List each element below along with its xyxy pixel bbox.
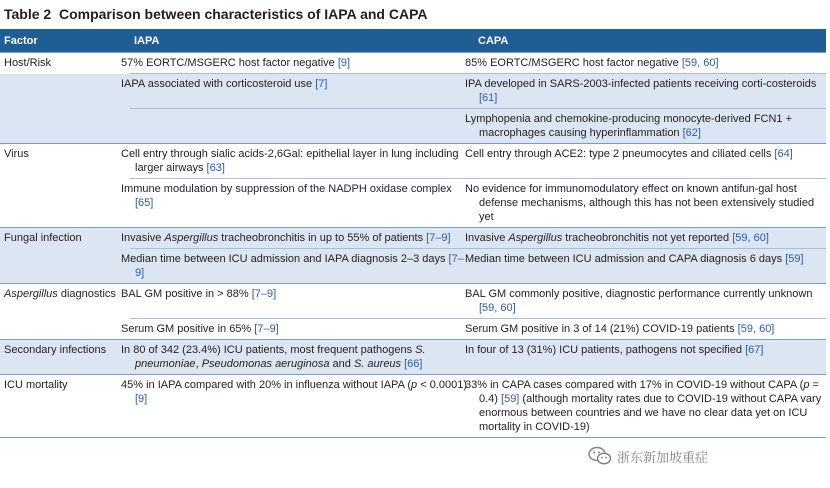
iapa-cell: Invasive Aspergillus tracheobronchitis in up to 55% of patients [7–9] [130,228,474,249]
table-row [0,340,826,375]
capa-cell: Invasive Aspergillus tracheobronchitis not yet reported [59, 60] [474,228,826,249]
reference-link[interactable]: [59] [785,253,804,265]
table-row [0,53,826,74]
factor-cell [0,109,130,144]
reference-link[interactable]: [63] [206,162,225,174]
watermark-text: 浙东新加坡重症 [617,449,709,465]
capa-cell: In four of 13 (31%) ICU patients, pathogens not specified [67] [474,340,826,375]
header-row [0,29,826,53]
reference-link[interactable]: [7] [315,78,328,90]
capa-cell: Cell entry through ACE2: type 2 pneumocytes and ciliated cells [64] [474,144,826,179]
factor-cell: Aspergillus diagnostics [0,284,130,319]
reference-link[interactable]: [66] [404,358,423,370]
table-row [0,109,826,144]
header-iapa: IAPA [130,29,474,53]
capa-cell: 85% EORTC/MSGERC host factor negative [59, 60] [474,53,826,74]
table-row [0,249,826,284]
factor-cell [0,249,130,284]
capa-cell: No evidence for immunomodulatory effect on known antifun-gal host defense mechanisms, although this has not been extensively studied yet [474,179,826,228]
capa-cell: Lymphopenia and chemokine-producing monocyte-derived FCN1 + macrophages causing hyperinflammation [62] [474,109,826,144]
reference-link[interactable]: [59] [501,393,520,405]
reference-link[interactable]: [7–9] [426,232,451,244]
capa-cell: IPA developed in SARS-2003-infected patients receiving corti-costeroids [61] [474,74,826,109]
capa-cell: BAL GM commonly positive, diagnostic performance currently unknown [59, 60] [474,284,826,319]
iapa-cell: Immune modulation by suppression of the NADPH oxidase complex [65] [130,179,474,228]
factor-cell: Fungal infection [0,228,130,249]
table-caption: Comparison between characteristics of IAPA and CAPA [58,6,428,22]
iapa-cell [130,109,474,144]
iapa-cell: Median time between ICU admission and IAPA diagnosis 2–3 days [7–9] [130,249,474,284]
table-row [0,179,826,228]
reference-link[interactable]: [67] [745,344,764,356]
reference-link[interactable]: [59, 60] [737,323,775,335]
capa-cell: Median time between ICU admission and CAPA diagnosis 6 days [59] [474,249,826,284]
reference-link[interactable]: [9] [337,57,351,69]
factor-cell: Host/Risk [0,53,130,74]
table-row [0,319,826,340]
table-label: Table 2 [4,6,52,22]
table-row [0,284,826,319]
comparison-table [0,29,826,438]
iapa-cell: BAL GM positive in > 88% [7–9] [130,284,474,319]
reference-link[interactable]: [65] [135,197,154,209]
reference-link[interactable]: [7–9] [254,323,279,335]
reference-link[interactable]: [59, 60] [732,232,769,244]
iapa-cell: Serum GM positive in 65% [7–9] [130,319,474,340]
iapa-cell: In 80 of 342 (23.4%) ICU patients, most frequent pathogens S. pneumoniae, Pseudomonas aeruginosa and S. aureus [66] [130,340,474,375]
reference-link[interactable]: [59, 60] [681,57,719,69]
factor-cell: ICU mortality [0,375,130,438]
iapa-cell: 57% EORTC/MSGERC host factor negative [9] [130,53,474,74]
table-row [0,144,826,179]
factor-cell: Secondary infections [0,340,130,375]
capa-cell: 33% in CAPA cases compared with 17% in COVID-19 without CAPA (p = 0.4) [59] (although mortality rates due to COVID-19 without CAPA vary enormous between countries and we have no clear data yet on ICU mortality in COVID-19) [474,375,826,438]
factor-cell [0,319,130,340]
iapa-cell: Cell entry through sialic acids-2,6Gal: epithelial layer in lung including larger airways [63] [130,144,474,179]
reference-link[interactable]: [64] [774,148,793,160]
capa-cell: Serum GM positive in 3 of 14 (21%) COVID-19 patients [59, 60] [474,319,826,340]
reference-link[interactable]: [9] [135,393,148,405]
table-row [0,228,826,249]
reference-link[interactable]: [62] [682,127,701,139]
reference-link[interactable]: [7–9] [135,253,464,279]
factor-cell [0,179,130,228]
table-row [0,74,826,109]
reference-link[interactable]: [59, 60] [479,302,516,314]
wechat-icon [588,446,612,466]
iapa-cell: IAPA associated with corticosteroid use [7] [130,74,474,109]
watermark [588,443,708,469]
reference-link[interactable]: [7–9] [251,288,277,300]
header-factor: Factor [0,29,130,53]
header-capa: CAPA [474,29,826,53]
factor-cell: Virus [0,144,130,179]
table-title [4,3,427,29]
table-row [0,375,826,438]
iapa-cell: 45% in IAPA compared with 20% in influenza without IAPA (p < 0.0001) [9] [130,375,474,438]
reference-link[interactable]: [61] [479,92,498,104]
factor-cell [0,74,130,109]
